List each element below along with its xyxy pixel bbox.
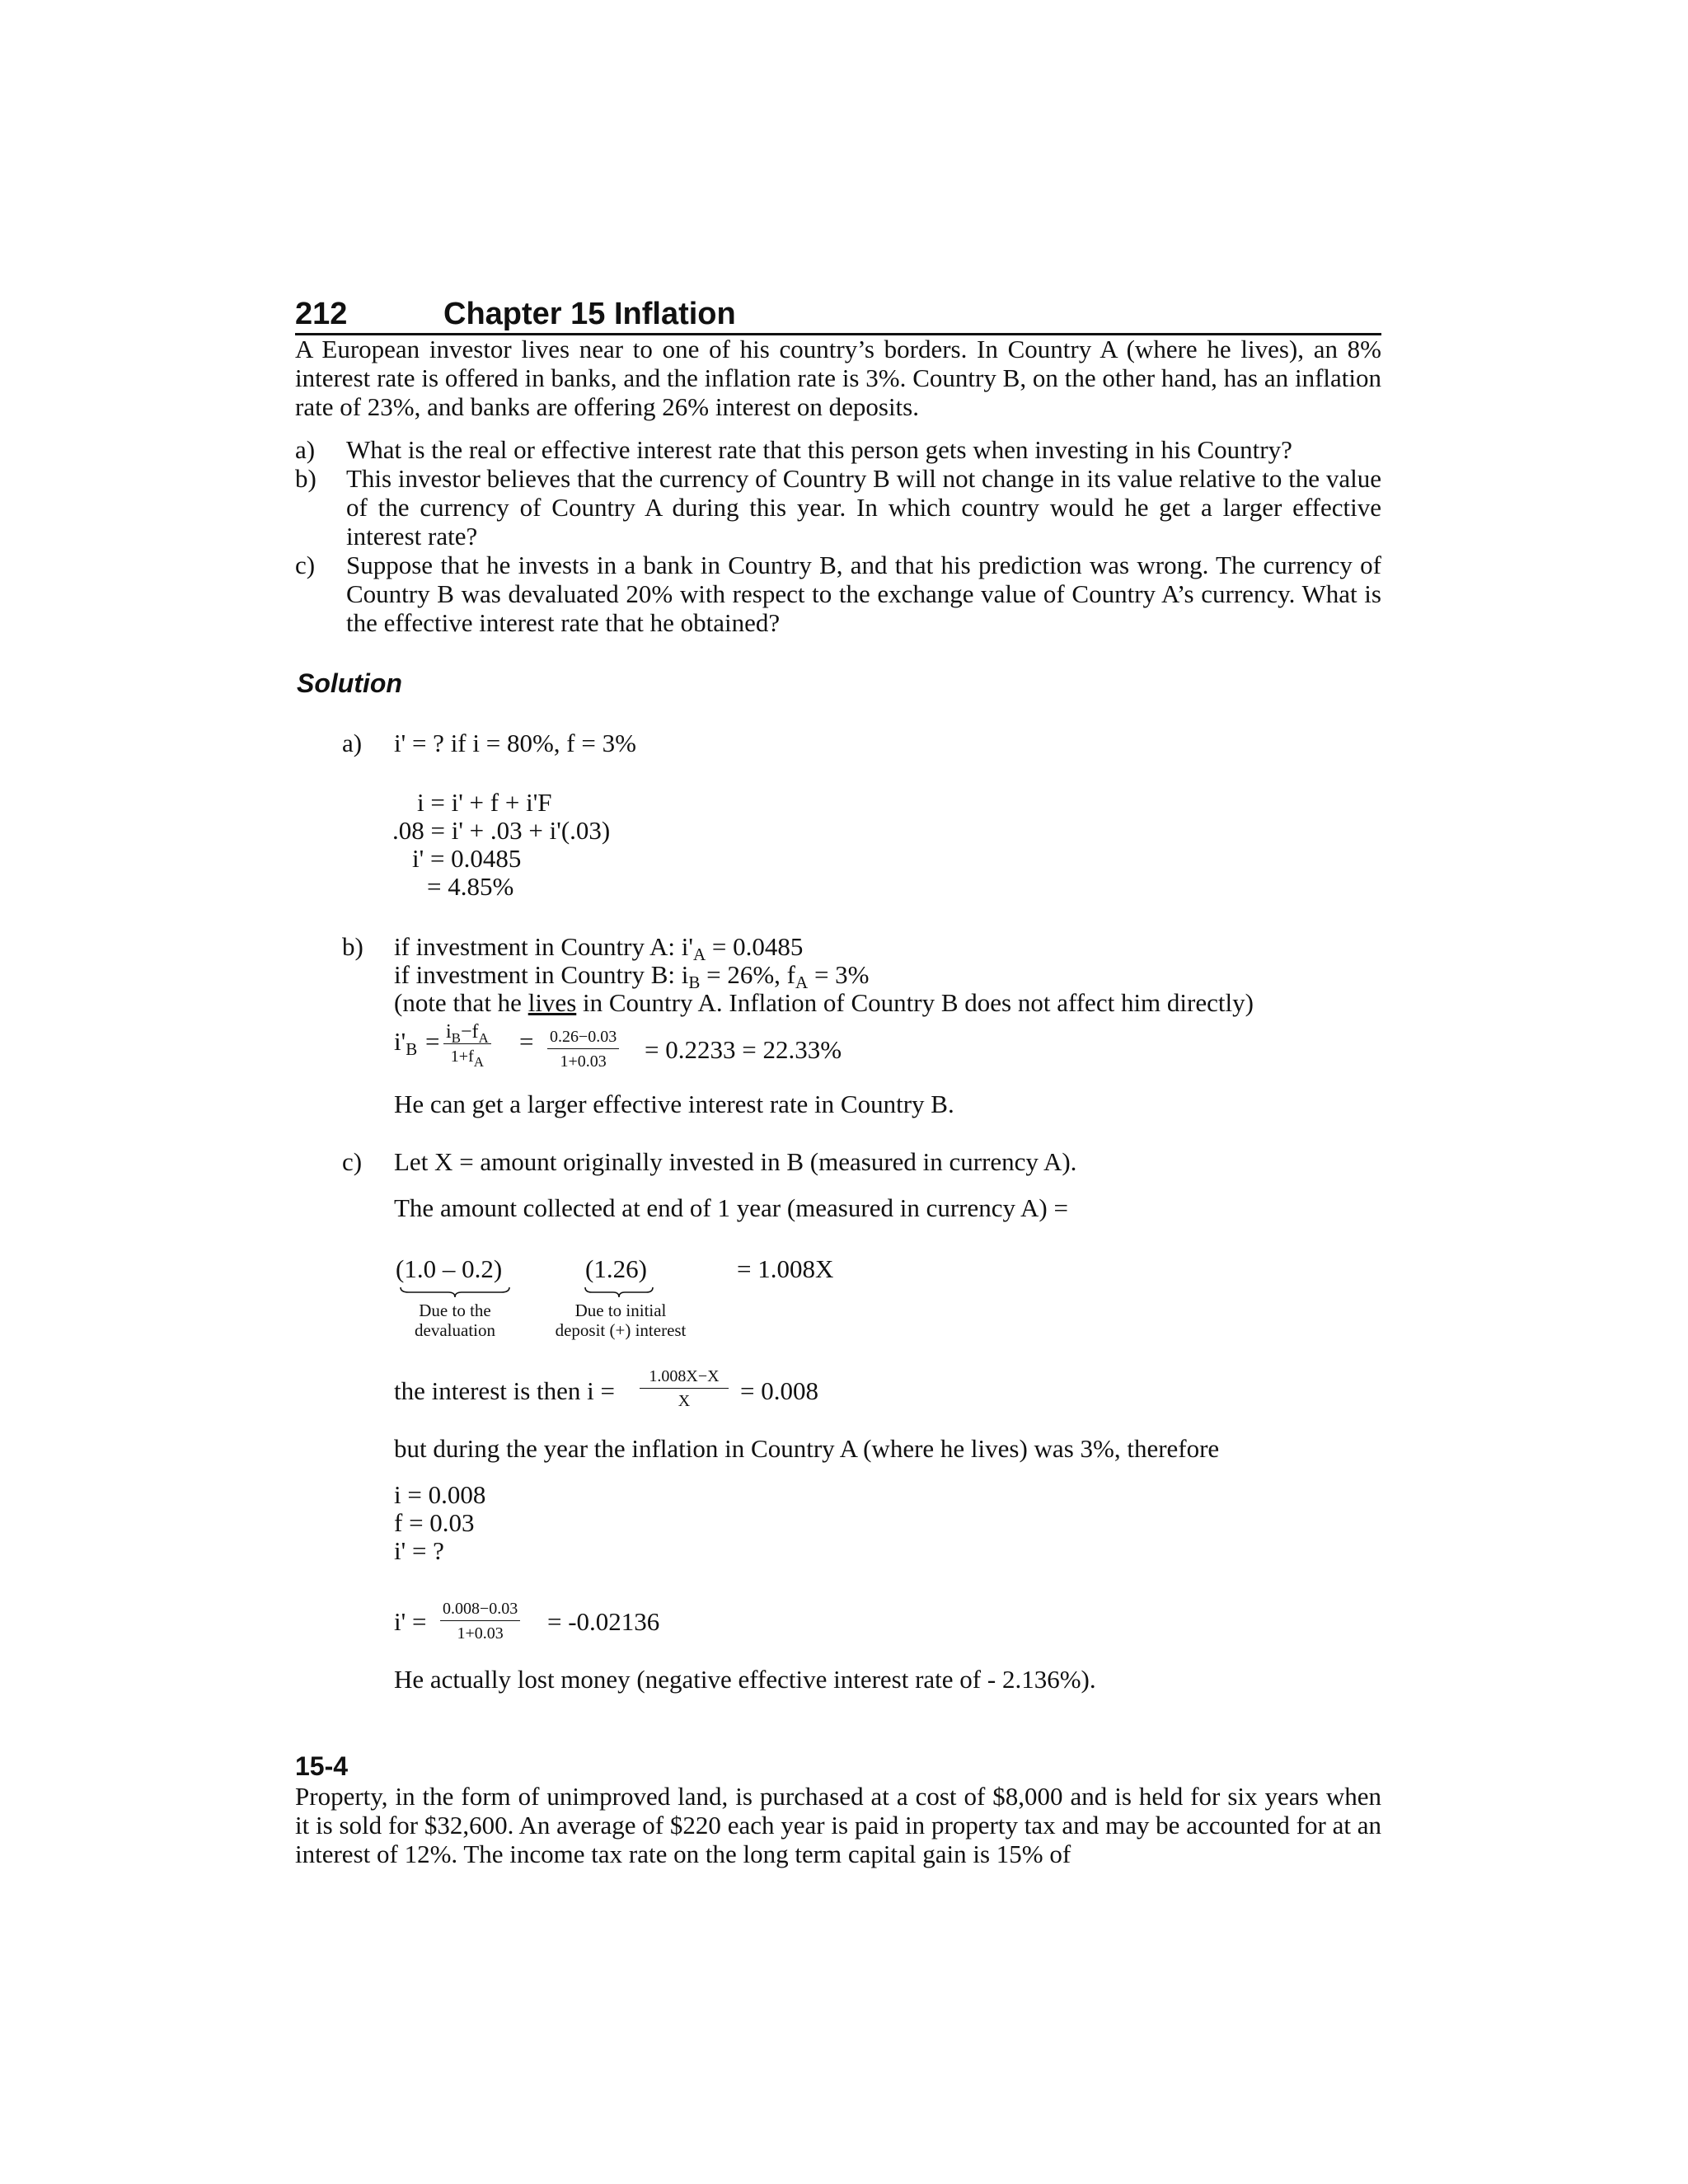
label-line: deposit (+) interest [555,1320,687,1340]
subscript: A [473,1054,485,1070]
fraction-numerator: 0.26−0.03 [547,1027,619,1049]
interest-prefix: the interest is then i = [394,1376,616,1405]
text-segment: −f [461,1021,479,1043]
page-number: 212 [295,297,348,331]
label-line: Due to initial [574,1301,667,1320]
text-segment: = 3% [808,960,870,989]
interest-result: = 0.008 [740,1376,818,1405]
devaluation-term: (1.0 – 0.2) [396,1254,503,1283]
formula-lhs [394,1027,418,1059]
value-line: f = 0.03 [394,1508,475,1537]
subscript: B [406,1039,418,1059]
problem-number: 15-4 [295,1751,349,1781]
subscript: A [795,972,809,992]
problem-text: Property, in the form of unimproved land, is purchased at a cost of $8,000 and is held for six years when it is sold for $32,600. An average of $220 each year is paid in property tax and may be accounted for at an interest of 12%. The income tax rate on the long term capital gain is 15% of [295,1782,1381,1868]
part-c-line: The amount collected at end of 1 year (measured in currency A) = [394,1193,1068,1222]
label-line: devaluation [415,1320,495,1340]
fraction-general [443,1021,491,1070]
interest-term: (1.26) [585,1254,647,1283]
fraction-numerator [443,1022,491,1044]
fraction-interest [640,1366,729,1411]
question-label: b) [295,464,316,493]
value-line: i = 0.008 [394,1480,486,1509]
question-label: c) [295,551,316,579]
fraction-denominator: 1+0.03 [457,1624,504,1643]
fraction-numerator: 0.008−0.03 [440,1599,520,1621]
equation-line: = 4.85% [427,872,514,901]
country-b-line [394,960,870,992]
page-header [295,295,1381,335]
equals-sign: = [519,1027,534,1056]
term-result: = 1.008X [737,1254,834,1283]
equation-line: i' = 0.0485 [412,844,522,873]
part-c-conclusion: He actually lost money (negative effective interest rate of - 2.136%). [394,1665,1096,1694]
question-label: a) [295,435,316,464]
text-segment: if investment in Country B: i [394,960,689,989]
underbrace-interest [584,1286,654,1299]
fraction-numerator: 1.008X−X [640,1366,729,1389]
equals-sign: = [425,1027,440,1056]
equation-line: i = i' + f + i'F [417,788,552,817]
fraction-numeric [547,1027,619,1071]
question-text: What is the real or effective interest rate that this person gets when investing in his Country? [346,435,1292,464]
chapter-title: Chapter 15 Inflation [443,297,736,331]
text-segment: i' [394,1027,406,1056]
underbrace-devaluation [399,1286,511,1299]
fraction-final [440,1599,520,1643]
question-text: Suppose that he invests in a bank in Country B, and that his prediction was wrong. The currency of Country B was devaluated 20% with respect to the exchange value of Country A’s currency. What is the effective interest rate that he obtained? [346,551,1381,637]
value-line: i' = ? [394,1536,444,1565]
final-lhs: i' = [394,1607,427,1636]
text-segment: if investment in Country A: i' [394,932,693,961]
final-result: = -0.02136 [547,1607,660,1636]
subscript: A [692,944,706,964]
brace-label-interest [532,1301,709,1340]
solution-heading: Solution [297,668,402,698]
text-segment: = 26%, f [700,960,796,989]
subscript: B [451,1030,462,1046]
text-segment: in Country A. Inflation of Country B does not affect him directly) [576,988,1254,1017]
label-line: Due to the [419,1301,491,1320]
brace-label-devaluation [386,1301,524,1340]
part-label: a) [342,729,363,757]
fraction-denominator: 1+0.03 [560,1052,607,1071]
underlined-word: lives [528,988,577,1017]
fraction-denominator [443,1044,491,1070]
question-text: This investor believes that the currency of Country B will not change in its value relative to the value of the currency of Country A during this year. In which country would he get a larger effective interest rate? [346,464,1381,551]
subscript: B [688,972,701,992]
fraction-denominator: X [678,1392,691,1410]
text-segment: i [446,1021,452,1043]
text-segment: = 0.0485 [706,932,804,961]
part-c-line: Let X = amount originally invested in B (measured in currency A). [394,1147,1077,1176]
part-b-conclusion: He can get a larger effective interest rate in Country B. [394,1090,954,1118]
text-segment: 1+f [450,1047,474,1066]
part-a-given: i' = ? if i = 80%, f = 3% [394,729,636,757]
text-segment: (note that he [394,988,528,1017]
equation-line: .08 = i' + .03 + i'(.03) [392,816,611,845]
problem-intro: A European investor lives near to one of his country’s borders. In Country A (where he lives), an 8% interest rate is offered in banks, and the inflation rate is 3%. Country B, on the other hand, has an inflation rate of 23%, and banks are offering 26% interest on deposits. [295,335,1381,421]
formula-result: = 0.2233 = 22.33% [645,1035,842,1064]
part-label: c) [342,1147,363,1176]
subscript: A [478,1030,489,1046]
country-a-line [394,932,804,964]
inflation-line: but during the year the inflation in Country A (where he lives) was 3%, therefore [394,1434,1220,1463]
note-line [394,988,1254,1017]
part-label: b) [342,932,363,961]
